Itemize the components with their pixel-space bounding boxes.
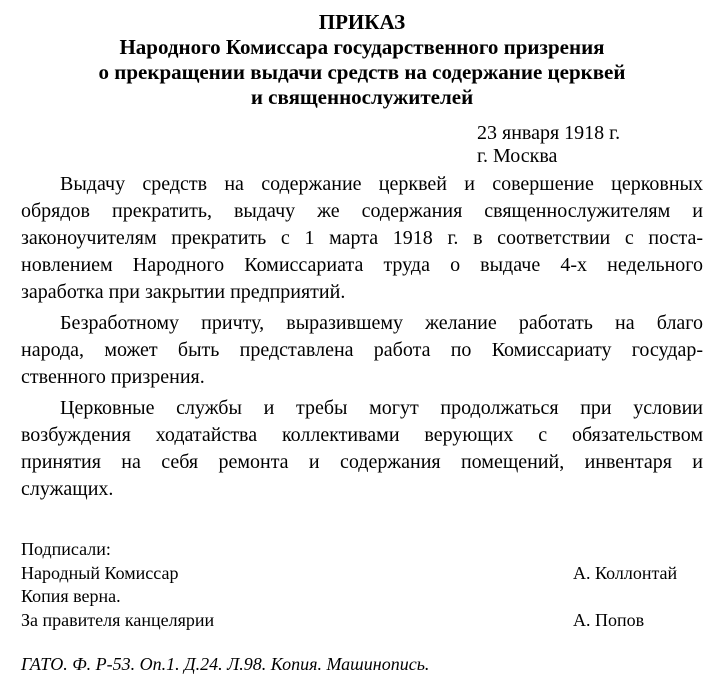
document-body [21,171,703,503]
paragraph-line: ственного призрения. [21,366,205,388]
document-date: 23 января 1918 г. [477,122,621,144]
signer-role: За правителя канцелярии [21,609,215,630]
paragraph-line: законоучителям прекратить с 1 марта 1918 г. в соответствии с поста- [21,227,703,249]
signed-label-row [21,538,703,562]
paragraph-line: возбуждения ходатайства коллективами верующих с обязательством [21,424,703,446]
document [21,10,703,503]
signature-row-chancellery [21,609,703,633]
copy-certified-label: Копия верна. [21,586,121,606]
title-issuer: Народного Комиссара государственного призрения [119,35,605,59]
archive-reference: ГАТО. Ф. Р-53. Оп.1. Д.24. Л.98. Копия. Машинопись. [21,654,430,674]
signer-name: А. Попов [573,609,645,630]
paragraph-line: заработка при закрытии предприятий. [21,281,346,303]
title-subject-line1: о прекращении выдачи средств на содержание церквей [98,60,626,84]
signer-role: Народный Комиссар [21,562,179,583]
paragraph-line: Безработному причту, выразившему желание работать на благо [60,312,703,334]
paragraph-line: Выдачу средств на содержание церквей и совершение церковных [60,173,703,195]
paragraph-3 [21,395,703,503]
paragraph-line: народа, может быть представлена работа по Комиссариату государ- [21,339,703,361]
signature-block [21,538,703,632]
document-title [21,10,703,110]
paragraph-line: обрядов прекратить, выдачу же содержания священнослужителям и [21,200,703,222]
title-order: ПРИКАЗ [318,10,406,34]
paragraph-line: новлением Народного Комиссариата труда о выдаче 4-х недельного [21,254,703,276]
signed-label: Подписали: [21,539,111,559]
copy-certified-row [21,585,703,609]
paragraph-1 [21,171,703,306]
paragraph-2 [21,310,703,391]
paragraph-line: принятия на себя ремонта и содержания помещений, инвентаря и [21,451,703,473]
signature-row-commissar [21,562,703,586]
title-subject-line2: и священнослужителей [250,85,474,109]
document-place: г. Москва [477,145,558,167]
paragraph-line: служащих. [21,478,114,500]
paragraph-line: Церковные службы и требы могут продолжаться при условии [60,397,703,419]
signer-name: А. Коллонтай [573,562,678,583]
dateline [477,122,703,168]
